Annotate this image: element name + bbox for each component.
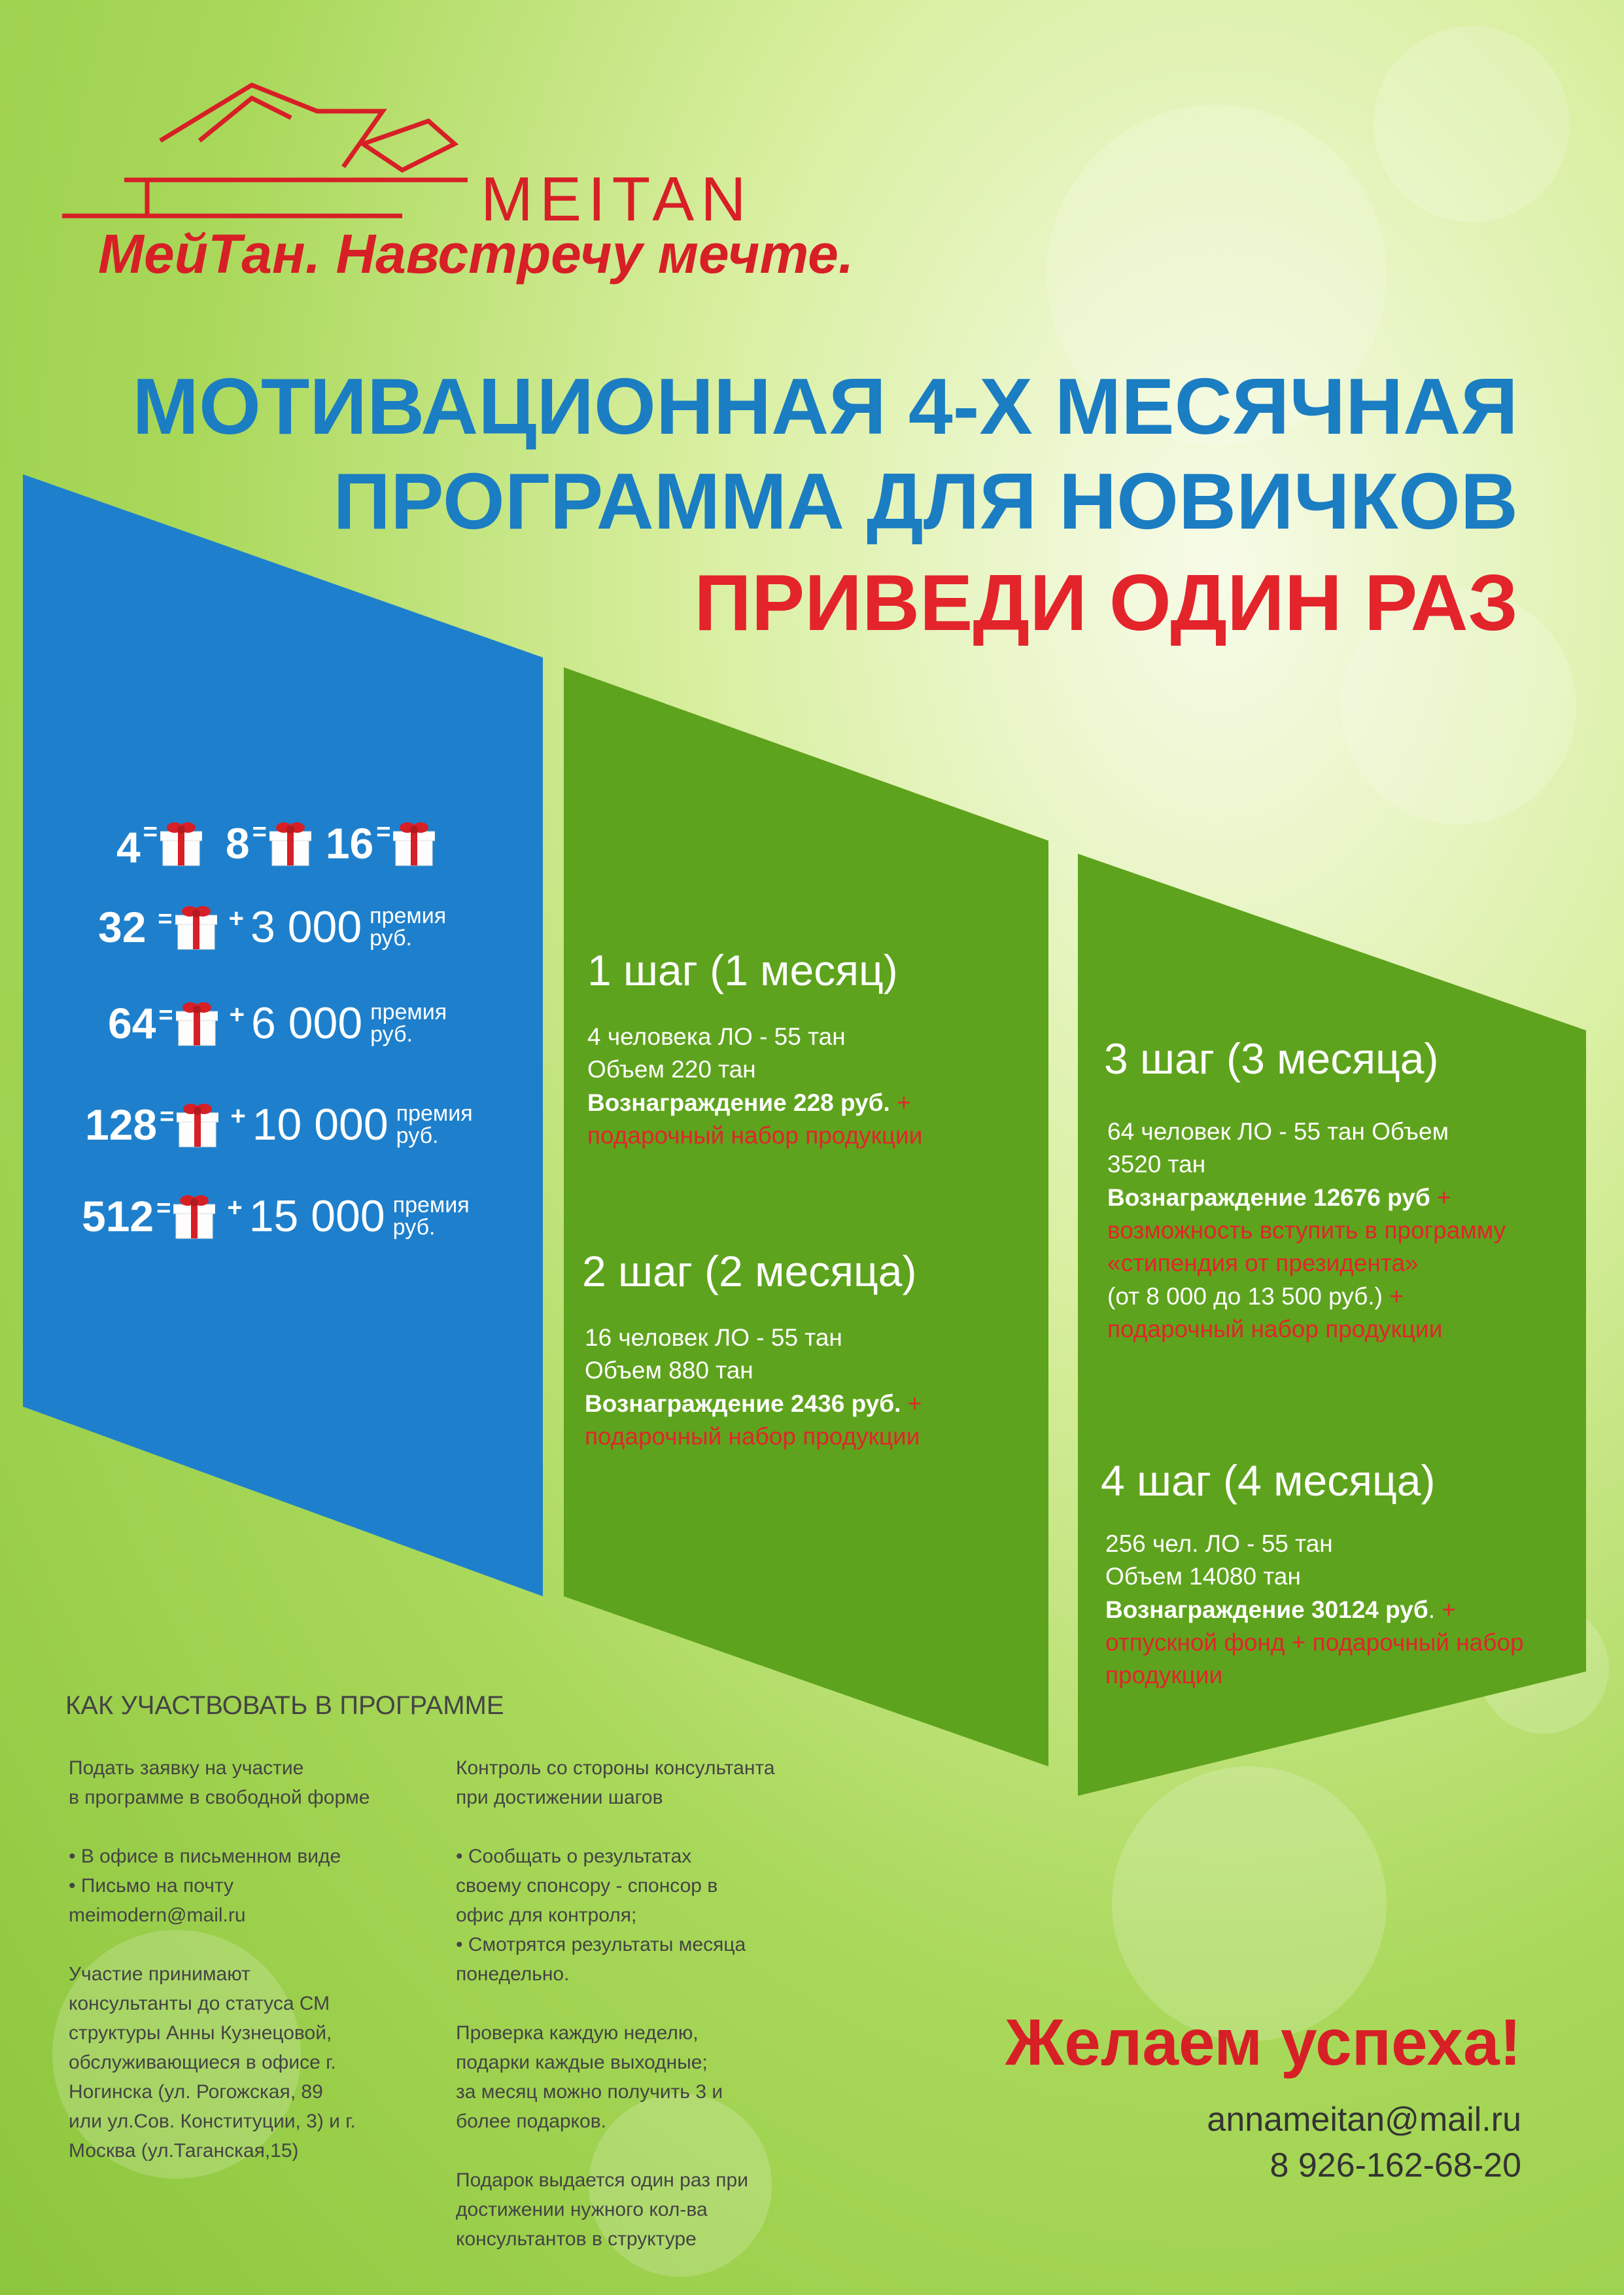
info-paragraph: • Сообщать о результатах своему спонсору - спонсор в офис для контроля; • Смотрятся результаты месяца понедельно. — [456, 1846, 746, 1985]
step-3-title: 3 шаг (3 месяца) — [1104, 1034, 1439, 1083]
step-reward: Вознаграждение 12676 руб — [1107, 1183, 1430, 1211]
bonus-amount: 10 000 — [252, 1100, 389, 1149]
premium-word: премия — [370, 1000, 447, 1025]
headline-line-3: ПРИВЕДИ ОДИН РАЗ — [694, 558, 1518, 647]
step-extra: + отпускной фонд + подарочный набор продукции — [1105, 1596, 1524, 1689]
premium-word: премия — [396, 1101, 473, 1126]
equals-sign: = — [158, 905, 173, 933]
bonus-amount: 3 000 — [250, 902, 362, 952]
gift-count: 8 — [225, 819, 250, 867]
gift-box-icon — [176, 1000, 218, 1047]
bonus-amount: 15 000 — [249, 1191, 385, 1241]
gift-row-basic — [116, 815, 435, 872]
bonus-count: 128 — [85, 1100, 158, 1149]
bonus-row — [82, 1191, 470, 1242]
step-reward: Вознаграждение 2436 руб. — [585, 1390, 901, 1417]
how-right-column — [456, 1753, 848, 2283]
gift-box-icon — [269, 820, 311, 867]
step-line: Объем 220 тан — [587, 1056, 756, 1083]
bonus-amount: 6 000 — [251, 998, 363, 1048]
bonus-label — [370, 1001, 447, 1045]
info-paragraph: Подать заявку на участие в программе в свободной форме — [69, 1757, 370, 1808]
gift-count: 16 — [325, 819, 374, 867]
equals-sign: = — [160, 1103, 175, 1130]
green-panel-1 — [564, 667, 1048, 1766]
bonus-label — [393, 1194, 470, 1238]
step-reward: Вознаграждение 30124 руб — [1105, 1596, 1428, 1623]
how-left-column — [69, 1753, 461, 2195]
headline-line-1: МОТИВАЦИОННАЯ 4-Х МЕСЯЧНАЯ — [132, 362, 1518, 451]
gift-box-icon — [173, 1193, 215, 1240]
equals-sign: = — [252, 818, 267, 846]
info-paragraph: Контроль со стороны консультанта при достижении шагов — [456, 1757, 775, 1808]
plus-sign: + — [228, 904, 244, 933]
premium-word: премия — [392, 1193, 470, 1218]
gift-box-icon — [175, 903, 217, 951]
tagline: МейТан. Навстречу мечте. — [98, 223, 854, 285]
gift-count: 4 — [116, 823, 141, 871]
step-reward-tail: . — [1428, 1596, 1442, 1623]
plus-sign: + — [229, 1000, 245, 1029]
info-paragraph: Проверка каждую неделю, подарки каждые выходные; за месяц можно получить 3 и более подарков. — [456, 2022, 723, 2132]
step-2-details — [585, 1322, 1010, 1453]
gift-box-icon — [177, 1101, 218, 1148]
bonus-count: 32 — [98, 903, 147, 951]
premium-word: премия — [370, 903, 447, 928]
step-line: Объем 14080 тан — [1105, 1563, 1301, 1590]
logo-wordmark: MEITAN — [481, 164, 753, 234]
bonus-row — [108, 998, 447, 1049]
gift-box-icon — [160, 820, 202, 867]
step-extra: + подарочный набор продукции — [587, 1089, 923, 1149]
info-paragraph: Подарок выдается один раз при достижении нужного кол-ва консультантов в структуре — [456, 2169, 748, 2250]
step-2-title: 2 шаг (2 месяца) — [582, 1247, 917, 1295]
step-line: 256 чел. ЛО - 55 тан — [1105, 1530, 1333, 1557]
bonus-label — [396, 1102, 473, 1147]
plus-sign: + — [230, 1102, 246, 1130]
equals-sign: = — [376, 818, 391, 846]
step-1-details — [587, 1021, 1012, 1152]
closing-wish: Желаем успеха! — [1005, 2006, 1521, 2079]
step-4-title: 4 шаг (4 месяца) — [1101, 1456, 1436, 1505]
gift-box-icon — [393, 820, 435, 867]
bonus-count: 512 — [82, 1192, 154, 1240]
step-1-title: 1 шаг (1 месяц) — [587, 946, 898, 994]
equals-sign: = — [156, 1195, 171, 1222]
currency: руб. — [396, 1123, 439, 1148]
step-extra-2: + подарочный набор продукции — [1107, 1282, 1443, 1342]
step-line: 4 человека ЛО - 55 тан — [587, 1023, 846, 1050]
plus-sign: + — [227, 1193, 243, 1222]
step-line: 3520 тан — [1107, 1151, 1206, 1178]
step-line: Объем 880 тан — [585, 1357, 753, 1384]
equals-sign: = — [158, 1002, 173, 1029]
step-extra: + возможность вступить в программу «стипендия от президента» — [1107, 1183, 1506, 1277]
bonus-count: 64 — [108, 999, 156, 1047]
contact-email[interactable]: annameitan@mail.ru — [1207, 2101, 1521, 2139]
step-reward: Вознаграждение 228 руб. — [587, 1089, 890, 1116]
step-range: (от 8 000 до 13 500 руб.) — [1107, 1282, 1383, 1310]
step-4-details — [1105, 1528, 1524, 1692]
headline-line-2: ПРОГРАММА ДЛЯ НОВИЧКОВ — [333, 457, 1518, 546]
step-extra: + подарочный набор продукции — [585, 1390, 922, 1450]
info-paragraph: • В офисе в письменном виде • Письмо на почту meimodern@mail.ru — [69, 1846, 341, 1926]
bonus-row — [85, 1099, 473, 1150]
step-line: 16 человек ЛО - 55 тан — [585, 1324, 842, 1351]
step-line: 64 человек ЛО - 55 тан Объем — [1107, 1118, 1449, 1145]
equals-sign: = — [143, 818, 158, 846]
bonus-row — [98, 902, 446, 953]
how-to-participate-title: КАК УЧАСТВОВАТЬ В ПРОГРАММЕ — [65, 1691, 504, 1720]
currency: руб. — [370, 1022, 413, 1047]
step-3-details — [1107, 1115, 1526, 1346]
currency: руб. — [392, 1215, 436, 1240]
bonus-label — [370, 905, 446, 949]
currency: руб. — [370, 926, 412, 951]
info-paragraph: Участие принимают консультанты до статуса СМ структуры Анны Кузнецовой, обслуживающиеся в офисе г. Ногинска (ул. Рогожская, 89 или ул.Сов. Конституции, 3) и г. Москва (ул.Таганская,15) — [69, 1963, 356, 2162]
contact-phone: 8 926-162-68-20 — [1270, 2146, 1521, 2184]
